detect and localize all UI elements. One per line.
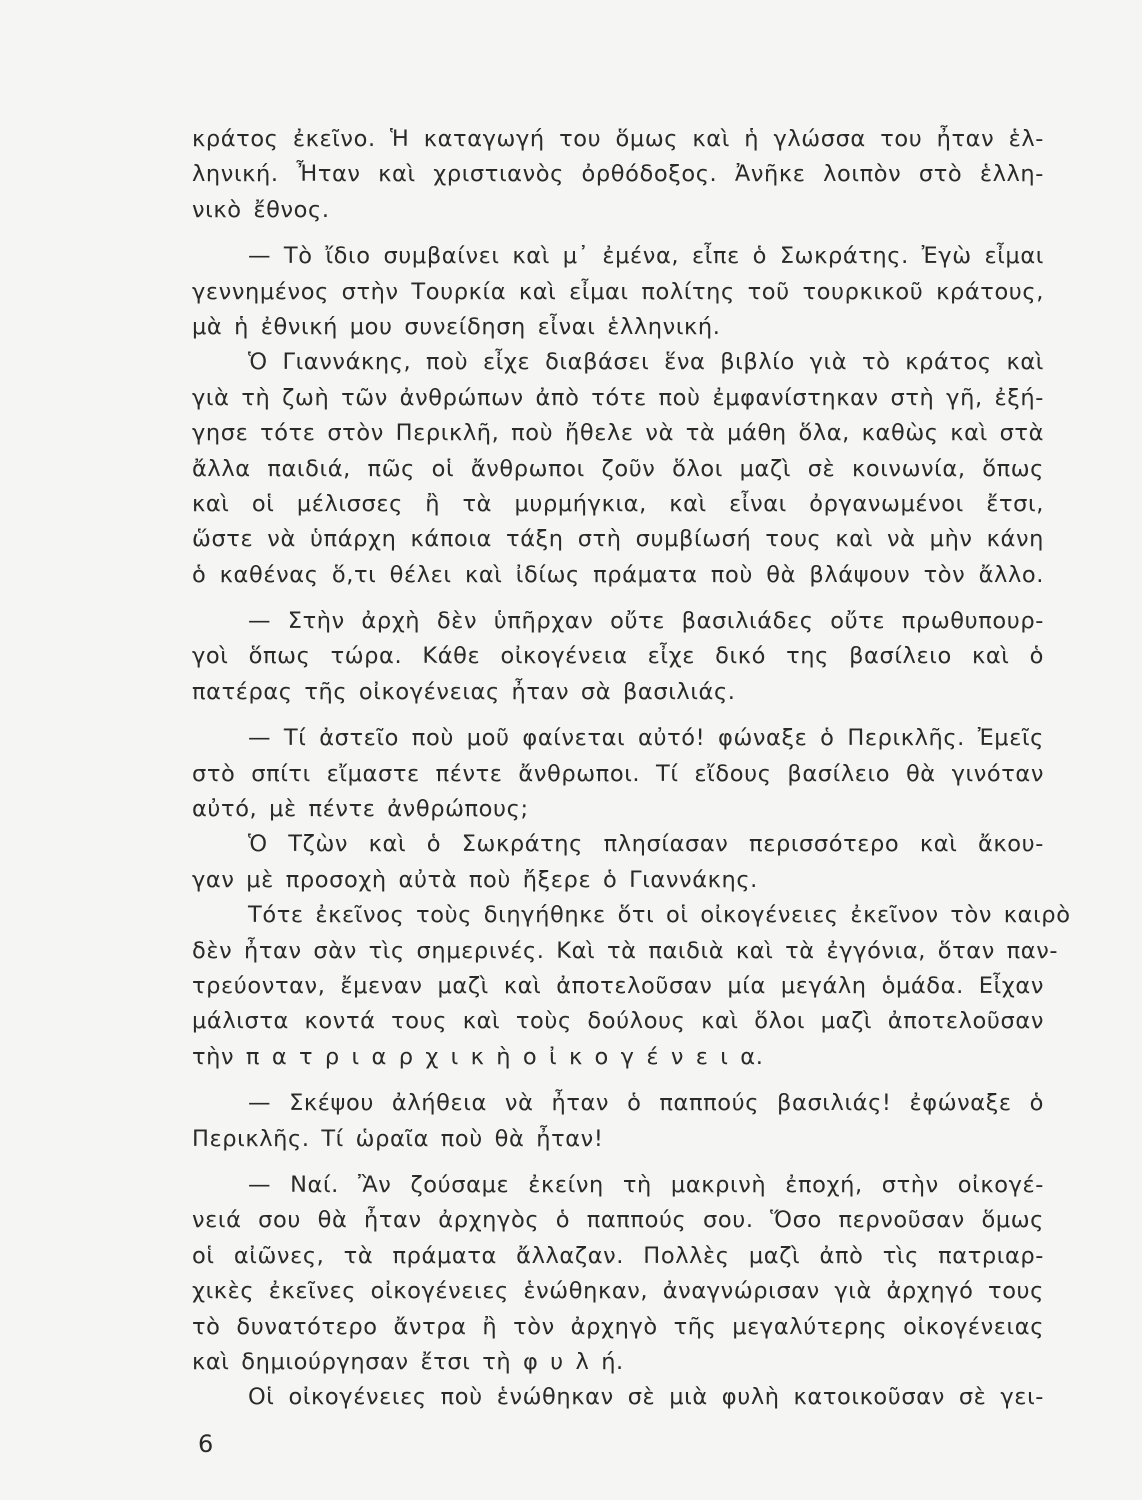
text-line: — Ναί. Ἂν ζούσαμε ἐκείνη τὴ μακρινὴ ἐποχή, στὴν οἰκογέ- [248, 1171, 1044, 1198]
text-line: Περικλῆς. Τί ὡραῖα ποὺ θὰ ἦταν! [192, 1125, 604, 1152]
text-line: καὶ δημιούργησαν ἔτσι τὴ φ υ λ ή. [192, 1348, 624, 1375]
text-line: ὁ καθένας ὅ,τι θέλει καὶ ἰδίως πράματα ποὺ θὰ βλάψουν τὸν ἄλλο. [192, 561, 1044, 588]
text-line: ὥστε νὰ ὑπάρχη κάποια τάξη στὴ συμβίωσή τους καὶ νὰ μὴν κάνη [192, 526, 1044, 553]
text-line: γησε τότε στὸν Περικλῆ, ποὺ ἤθελε νὰ τὰ μάθη ὅλα, καθὼς καὶ στὰ [192, 420, 1045, 447]
text-line: γιὰ τὴ ζωὴ τῶν ἀνθρώπων ἀπὸ τότε ποὺ ἐμφανίστηκαν στὴ γῆ, ἐξή- [192, 384, 1044, 411]
text-line: τὸ δυνατότερο ἄντρα ἢ τὸν ἀρχηγὸ τῆς μεγαλύτερης οἰκογένειας [192, 1313, 1044, 1340]
paragraph-gap [192, 1157, 1044, 1168]
text-line: γαν μὲ προσοχὴ αὐτὰ ποὺ ἤξερε ὁ Γιαννάκης. [192, 866, 758, 893]
text-line: αὐτό, μὲ πέντε ἀνθρώπους; [192, 796, 529, 823]
paragraph-gap [192, 710, 1044, 721]
text-line: νικὸ ἔθνος. [192, 196, 330, 223]
text-line: — Σκέψου ἀλήθεια νὰ ἦταν ὁ παππούς βασιλιάς! ἐφώναξε ὁ [248, 1090, 1044, 1117]
text-line: τὴν π α τ ρ ι α ρ χ ι κ ὴ ο ἰ κ ο γ έ ν ε ι α. [192, 1043, 764, 1070]
text-line: ἄλλα παιδιά, πῶς οἱ ἄνθρωποι ζοῦν ὅλοι μαζὶ σὲ κοινωνία, ὅπως [192, 455, 1044, 482]
text-line: γεννημένος στὴν Τουρκία καὶ εἶμαι πολίτης τοῦ τουρκικοῦ κράτους, [192, 278, 1044, 305]
text-line: Οἱ οἰκογένειες ποὺ ἑνώθηκαν σὲ μιὰ φυλὴ κατοικοῦσαν σὲ γει- [248, 1384, 1044, 1411]
text-line: στὸ σπίτι εἴμαστε πέντε ἄνθρωποι. Τί εἴδους βασίλειο θὰ γινόταν [192, 760, 1044, 787]
text-line: — Στὴν ἀρχὴ δὲν ὑπῆρχαν οὔτε βασιλιάδες οὔτε πρωθυπουρ- [248, 608, 1044, 635]
text-line: καὶ οἱ μέλισσες ἢ τὰ μυρμήγκια, καὶ εἶναι ὀργανωμένοι ἔτσι, [192, 490, 1044, 517]
text-line: μὰ ἡ ἐθνική μου συνείδηση εἶναι ἑλληνική. [192, 313, 721, 340]
text-line: πατέρας τῆς οἰκογένειας ἦταν σὰ βασιλιάς. [192, 678, 736, 705]
text-line: Τότε ἐκεῖνος τοὺς διηγήθηκε ὅτι οἱ οἰκογένειες ἐκεῖνον τὸν καιρὸ [248, 902, 1071, 929]
text-line: Ὁ Τζὼν καὶ ὁ Σωκράτης πλησίασαν περισσότερο καὶ ἄκου- [248, 831, 1044, 858]
text-line: μάλιστα κοντά τους καὶ τοὺς δούλους καὶ ὅλοι μαζὶ ἀποτελοῦσαν [192, 1008, 1044, 1035]
text-line: χικὲς ἐκεῖνες οἰκογένειες ἑνώθηκαν, ἀναγνώρισαν γιὰ ἀρχηγό τους [192, 1278, 1044, 1305]
text-line: γοὶ ὅπως τώρα. Κάθε οἰκογένεια εἶχε δικό της βασίλειο καὶ ὁ [192, 643, 1044, 670]
text-line: — Τί ἀστεῖο ποὺ μοῦ φαίνεται αὐτό! φώναξε ὁ Περικλῆς. Ἐμεῖς [248, 725, 1044, 752]
text-line: ληνική. Ἦταν καὶ χριστιανὸς ὀρθόδοξος. Ἀνῆκε λοιπὸν στὸ ἑλλη- [192, 161, 1044, 188]
paragraph-gap [192, 593, 1044, 604]
text-line: οἱ αἰῶνες, τὰ πράματα ἄλλαζαν. Πολλὲς μαζὶ ἀπὸ τὶς πατριαρ- [192, 1242, 1044, 1269]
page-number: 6 [198, 1430, 214, 1458]
text-line: τρεύονταν, ἔμεναν μαζὶ καὶ ἀποτελοῦσαν μία μεγάλη ὁμάδα. Εἶχαν [192, 972, 1044, 999]
text-line: δὲν ἦταν σὰν τὶς σημερινές. Καὶ τὰ παιδιὰ καὶ τὰ ἐγγόνια, ὅταν παν- [192, 937, 1059, 964]
paragraph-gap [192, 1075, 1044, 1086]
text-line: κράτος ἐκεῖνο. Ἡ καταγωγή του ὅμως καὶ ἡ γλώσσα του ἦταν ἑλ- [192, 126, 1044, 152]
text-line: Ὁ Γιαννάκης, ποὺ εἶχε διαβάσει ἕνα βιβλίο γιὰ τὸ κράτος καὶ [248, 349, 1044, 376]
paragraph-gap [192, 228, 1044, 239]
text-line: νειά σου θὰ ἦταν ἀρχηγὸς ὁ παππούς σου. Ὅσο περνοῦσαν ὅμως [192, 1207, 1044, 1234]
body-text [192, 122, 1071, 1416]
text-line: — Τὸ ἴδιο συμβαίνει καὶ μ᾽ ἐμένα, εἶπε ὁ Σωκράτης. Ἐγὼ εἶμαι [248, 243, 1044, 270]
